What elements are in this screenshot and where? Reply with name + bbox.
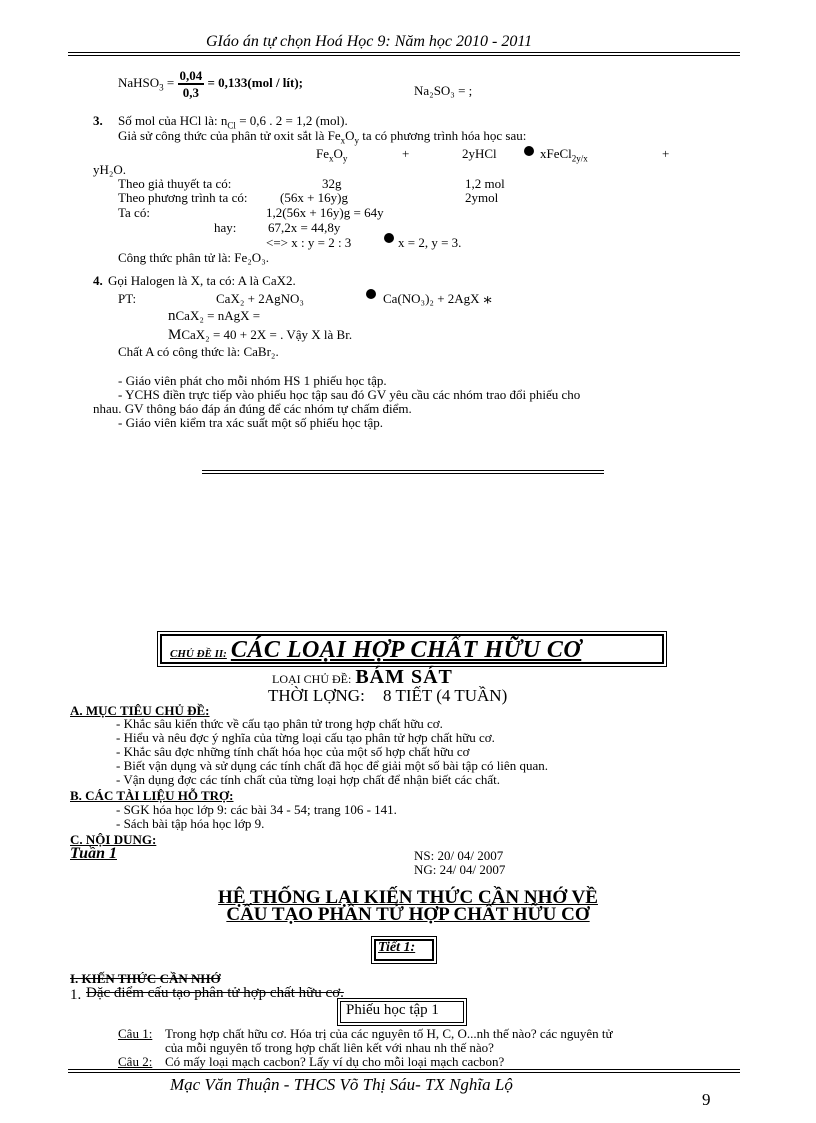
question-3-number: 3. (93, 113, 103, 128)
footer-rule-2 (68, 1072, 740, 1073)
a-item: - Vận dụng đợc các tính chất của từng loại hợp chất để nhận biết các chất. (116, 772, 501, 787)
row4-label: hay: (214, 220, 237, 235)
topic-type: LOẠI CHỦ ĐỀ: BÁM SÁT (272, 666, 453, 688)
lesson-title-1: HỆ THỐNG LẠI KIẾN THỨC CẦN NHỚ VỀ (218, 887, 598, 908)
q3-assume: Giả sử công thức của phân tử oxit sắt là $Fe_xO_y$ ta có phương trình hóa học sau: (118, 128, 527, 146)
implies-arrow-icon (384, 233, 394, 243)
a-item: - Biết vận dụng và sử dụng các tính chất đã học để giải một số bài tập có liên quan. (116, 758, 548, 773)
page-number: 9 (702, 1090, 711, 1109)
section-a-heading: A. MỤC TIÊU CHỦ ĐỀ: (70, 703, 210, 718)
row5-right: x = 2, y = 3. (398, 235, 462, 250)
pt-label: PT: (118, 291, 137, 306)
row5-mid: <=> x : y = 2 : 3 (266, 235, 352, 250)
question-1-label: Câu 1: (118, 1026, 153, 1041)
question-1-text-2: của mỗi nguyên tố trong hợp chất liên kết với nhau nh thế nào? (165, 1040, 494, 1055)
header-rule-2 (68, 55, 740, 56)
chat-a: Chất A có công thức là: CaBr₂. (118, 344, 279, 359)
week-label: Tuần 1 (70, 845, 117, 862)
eq-h2o: yH₂O. (93, 162, 127, 177)
header-rule (68, 52, 740, 53)
lesson-title-2: CẤU TẠO PHÂN TỬ HỢP CHẤT HỮU CƠ (226, 904, 590, 925)
topic-heading: CHỦ ĐỀ II: CÁC LOẠI HỢP CHẤT HỮU CƠ (170, 637, 582, 663)
eq-plus-1: + (402, 146, 410, 161)
b-item: - SGK hóa học lớp 9: các bài 34 - 54; trang 106 - 141. (116, 802, 397, 817)
reaction-arrow-icon (524, 146, 534, 156)
footer-author: Mạc Văn Thuận - THCS Võ Thị Sáu- TX Nghĩa Lộ (170, 1075, 513, 1094)
pt-left: CaX₂ + 2AgNO₃ (216, 291, 304, 306)
a-item: - Khắc sâu kiến thức về cấu tạo phân tử trong hợp chất hữu cơ. (116, 716, 443, 731)
concentration-fraction: $\frac{0,04}{0,3}$ (179, 68, 203, 100)
gv-note-2b: nhau. GV thông báo đáp án đúng để các nhóm tự chấm điểm. (93, 401, 412, 416)
question-4-number: 4. (93, 273, 103, 288)
a-item: - Hiểu và nêu đợc ý nghĩa của từng loại cấu tạo phân tử hợp chất hữu cơ. (116, 730, 495, 745)
row2-right: 2ymol (465, 190, 499, 205)
period-label: Tiết 1: (378, 940, 416, 955)
point-1-text: Đặc điểm cấu tạo phân tử hợp chất hữu cơ. (86, 985, 344, 1001)
q4-line: Gọi Halogen là X, ta có: A là CaX2. (108, 273, 296, 288)
row1-mid: 32g (322, 176, 342, 191)
question-2-label: Câu 2: (118, 1054, 153, 1069)
row1-right: 1,2 mol (465, 176, 505, 191)
b-item: - Sách bài tập hóa học lớp 9. (116, 816, 265, 831)
section-b-heading: B. CÁC TÀI LIỆU HỖ TRỢ: (70, 788, 234, 803)
gv-note-1: - Giáo viên phát cho mỗi nhóm HS 1 phiếu học tập. (118, 373, 387, 388)
row3-label: Ta có: (118, 205, 150, 220)
footer-rule (68, 1069, 740, 1070)
eq-fecl: xFeCl$_{2y/x}$ (540, 146, 588, 164)
row1-label: Theo giả thuyết ta có: (118, 176, 232, 191)
q3-mol-hcl: Số mol của HCl là: $n_{Cl} = 0,6$ . 2 = 1,2 (mol). (118, 113, 348, 131)
row2-label: Theo phương trình ta có: (118, 190, 248, 205)
row2-mid: (56x + 16y)g (280, 190, 348, 205)
question-2-text: Có mấy loại mạch cacbon? Lấy ví dụ cho mỗi loại mạch cacbon? (165, 1054, 505, 1069)
na2so3-label: Na₂SO₃ = ; (414, 83, 473, 98)
eq-plus-2: + (662, 146, 670, 161)
point-1-number: 1. (70, 987, 82, 1003)
m-line: MCaX₂ = 40 + 2X = . Vậy X là Br. (168, 327, 353, 343)
section-i-heading: I. KIẾN THỨC CẦN NHỚ (70, 971, 221, 986)
question-1-text: Trong hợp chất hữu cơ. Hóa trị của các nguyên tố H, C, O...nh thế nào? các nguyên tử (165, 1026, 613, 1041)
eq-fexoy: $Fe_xO_y$ (316, 146, 348, 164)
worksheet-label: Phiếu học tập 1 (346, 1002, 439, 1018)
ns-date: NS: 20/ 04/ 2007 (414, 848, 504, 863)
nahso3-line: NaHSO$_3$ = $\frac{0,04}{0,3}$ = 0,133(mol / lít); (118, 68, 304, 100)
row3-mid: 1,2(56x + 16y)g = 64y (266, 205, 384, 220)
section-c-heading: C. NỘI DUNG: (70, 832, 157, 847)
eq-hcl: 2yHCl (462, 146, 497, 161)
topic-time: THỜI LỢNG: 8 TIẾT (4 TUẦN) (268, 686, 508, 705)
section-divider (202, 470, 604, 474)
reaction-arrow-icon-2 (366, 289, 376, 299)
page-header-title: GIáo án tự chọn Hoá Học 9: Năm học 2010 - 2011 (206, 33, 533, 50)
a-item: - Khắc sâu đợc những tính chất hóa học của một số hợp chất hữu cơ (116, 744, 470, 759)
row4-mid: 67,2x = 44,8y (268, 220, 341, 235)
gv-note-3: - Giáo viên kiểm tra xác suất một số phiếu học tập. (118, 415, 383, 430)
formula-fe2o3: Công thức phân tử là: Fe₂O₃. (118, 250, 269, 265)
pt-right: Ca(NO₃)₂ + 2AgX ⁎ (383, 290, 492, 307)
ng-date: NG: 24/ 04/ 2007 (414, 862, 506, 877)
n-line: nCaX₂ = nAgX = (168, 308, 261, 324)
gv-note-2: - YCHS điền trực tiếp vào phiếu học tập sau đó GV yêu cầu các nhóm trao đổi phiếu cho (118, 387, 581, 402)
